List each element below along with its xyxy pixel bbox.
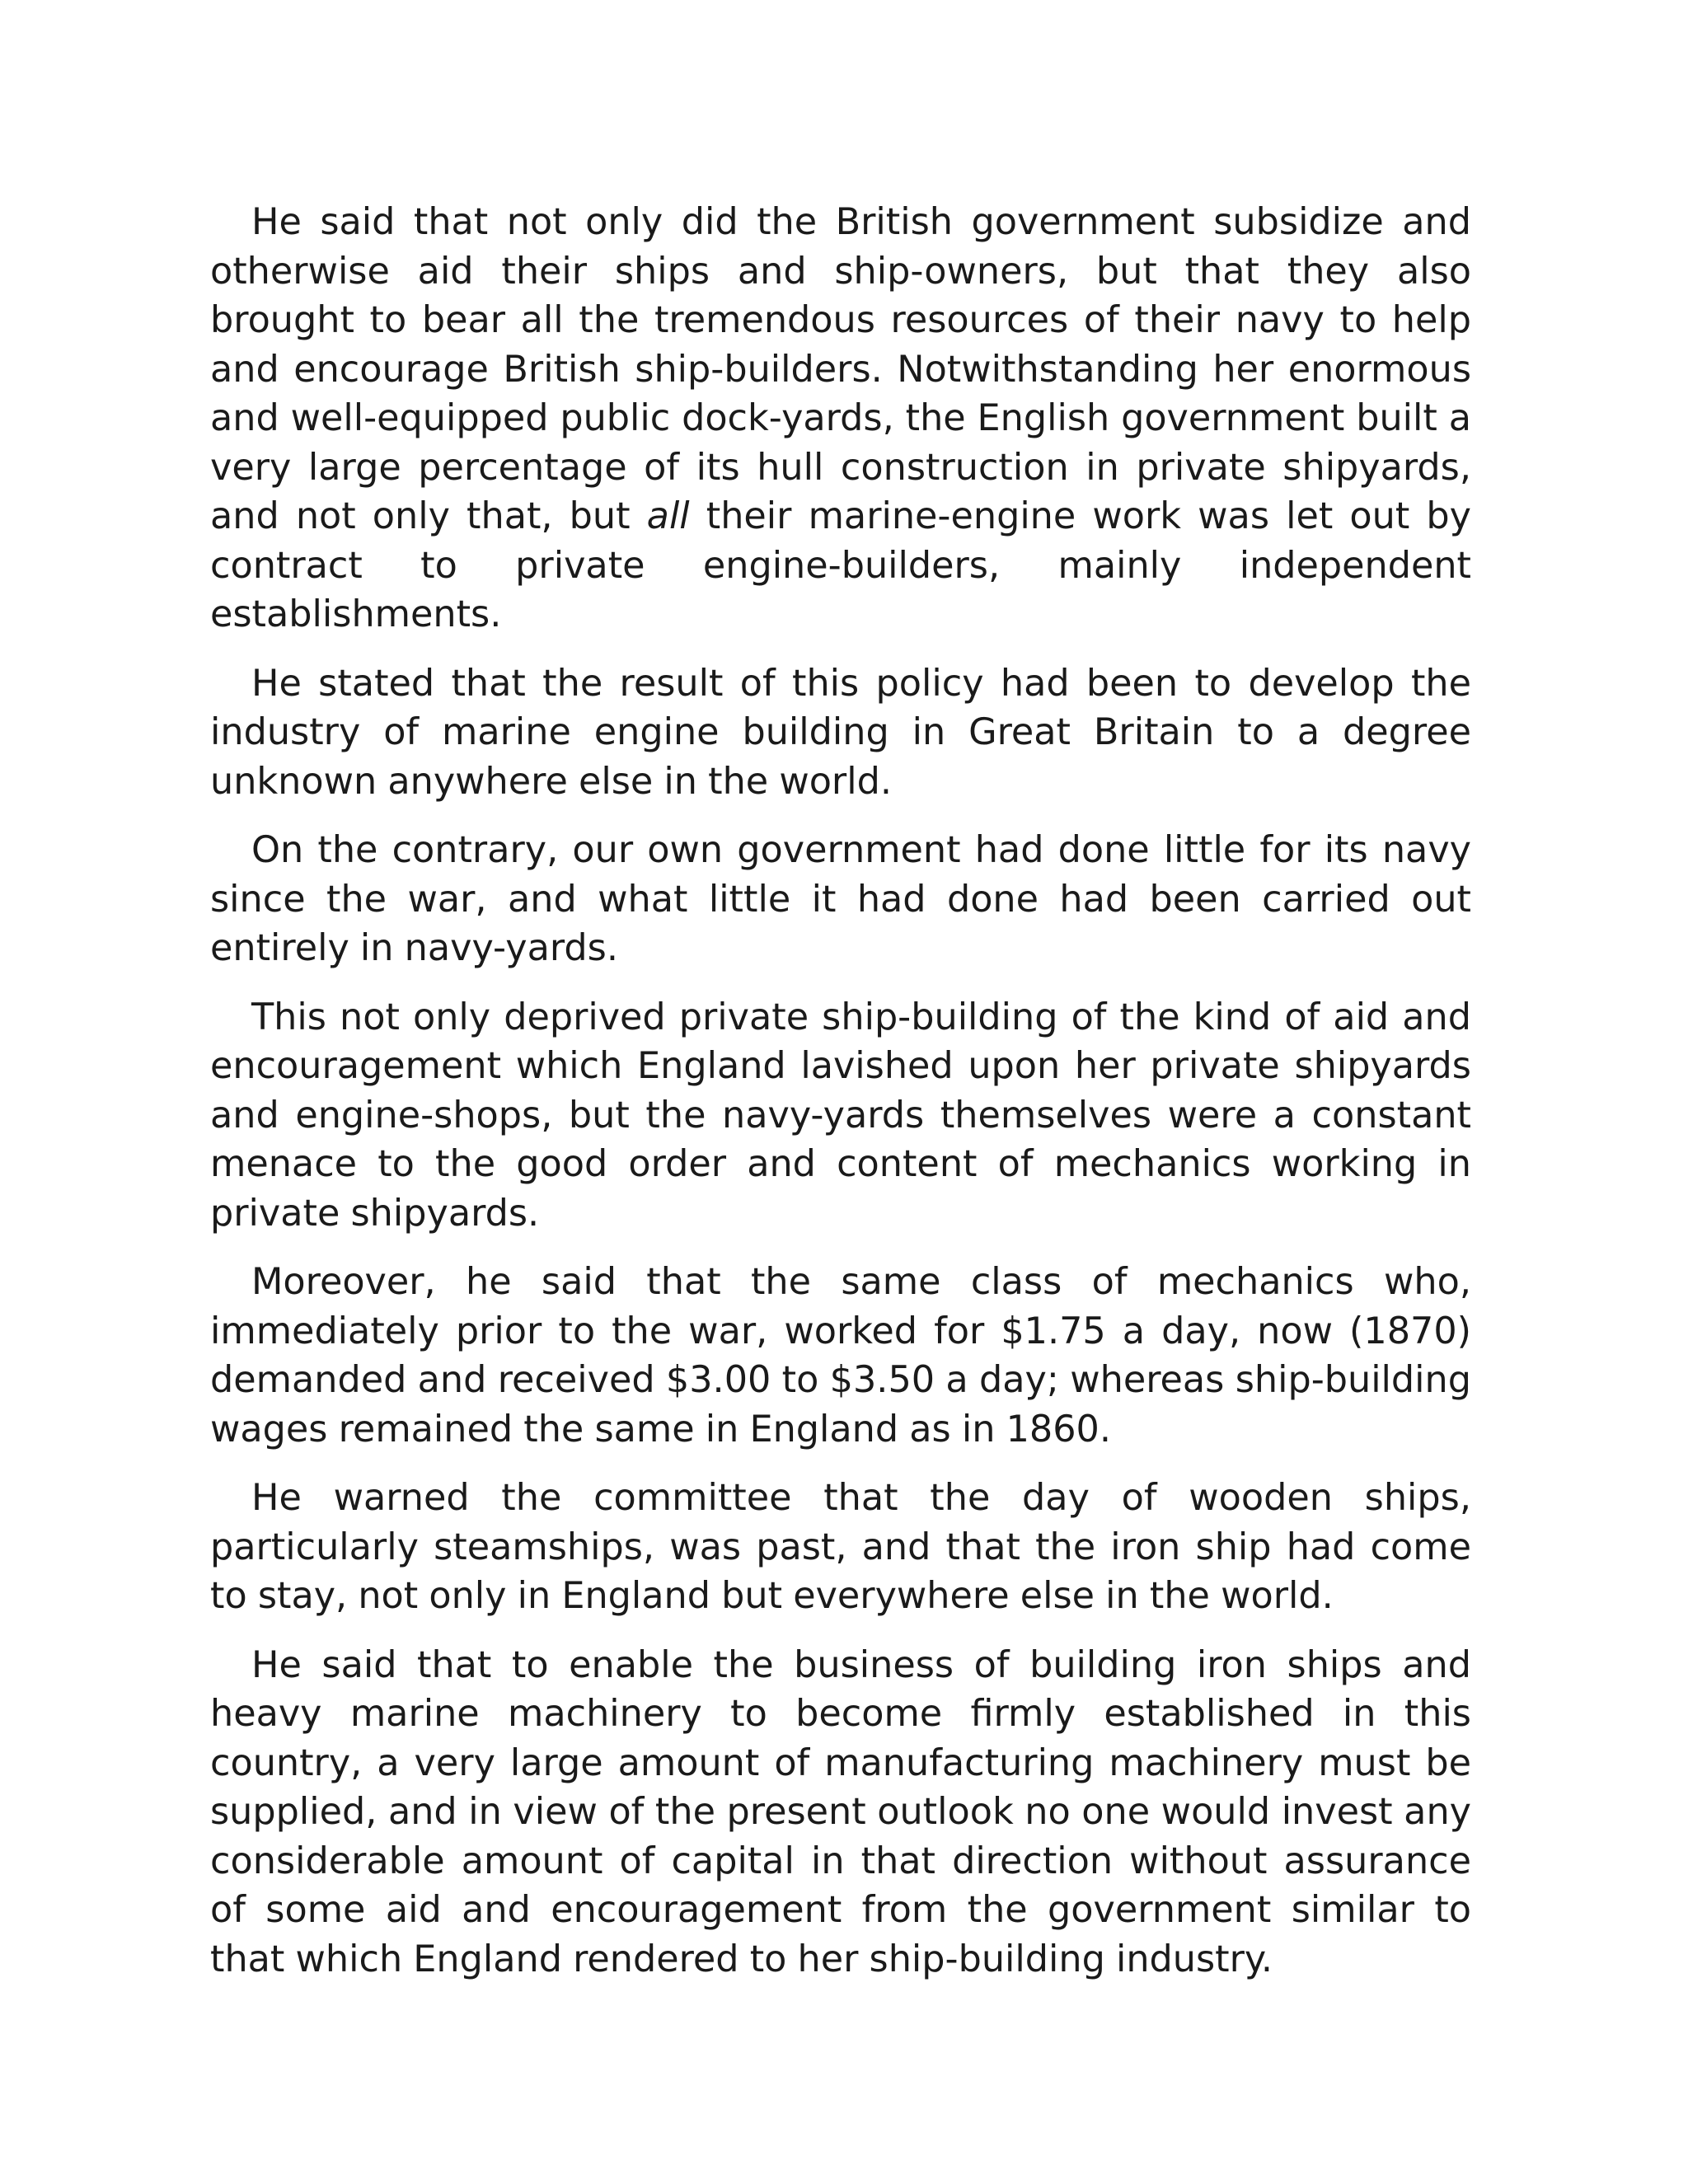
paragraph-iron-ships: He warned the committee that the day of wooden ships, particularly steamships, was past, and that the iron ship had come to stay, not only in England but everywhere else in the world.	[210, 1477, 1471, 1617]
paragraph-navy-yards-menace: This not only deprived private ship-building of the kind of aid and encouragement which England lavished upon her private shipyards and engine-shops, but the navy-yards themselves were a constant menace to the good order and content of mechanics working in private shipyards.	[210, 996, 1471, 1235]
paragraph-our-government: On the contrary, our own government had done little for its navy since the war, and what little it had done had been carried out entirely in navy-yards.	[210, 829, 1471, 969]
paragraph-policy-result: He stated that the result of this policy had been to develop the industry of marine engine building in Great Britain to a degree unknown anywhere else in the world.	[210, 662, 1471, 803]
paragraph-text: their marine-engine work was let out by contract to private engine-builders, mainly independent establishments.	[210, 495, 1471, 635]
paragraph-text: He said that not only did the British government subsidize and otherwise aid their ships and ship-owners, but that they also brought to bear all the tremendous resources of their navy to help and encourage British ship-builders. Notwithstanding her enormous and well-equipped public dock-yards, the English government built a very large percentage of its hull construction in private shipyards, and not only that, but	[210, 201, 1471, 537]
paragraph-british-subsidy	[210, 198, 1471, 640]
paragraph-manufacturing-machinery: He said that to enable the business of building iron ships and heavy marine machinery to become firmly established in this country, a very large amount of manufacturing machinery must be supplied, and in view of the present outlook no one would invest any considerable amount of capital in that direction without assurance of some aid and encouragement from the government similar to that which England rendered to her ship-building industry.	[210, 1643, 1471, 1980]
paragraph-wages: Moreover, he said that the same class of mechanics who, immediately prior to the war, worked for $1.75 a day, now (1870) demanded and received $3.00 to $3.50 a day; whereas ship-building wages remained the same in England as in 1860.	[210, 1261, 1471, 1451]
page-body	[210, 198, 1471, 2004]
emphasized-word: all	[646, 495, 690, 537]
